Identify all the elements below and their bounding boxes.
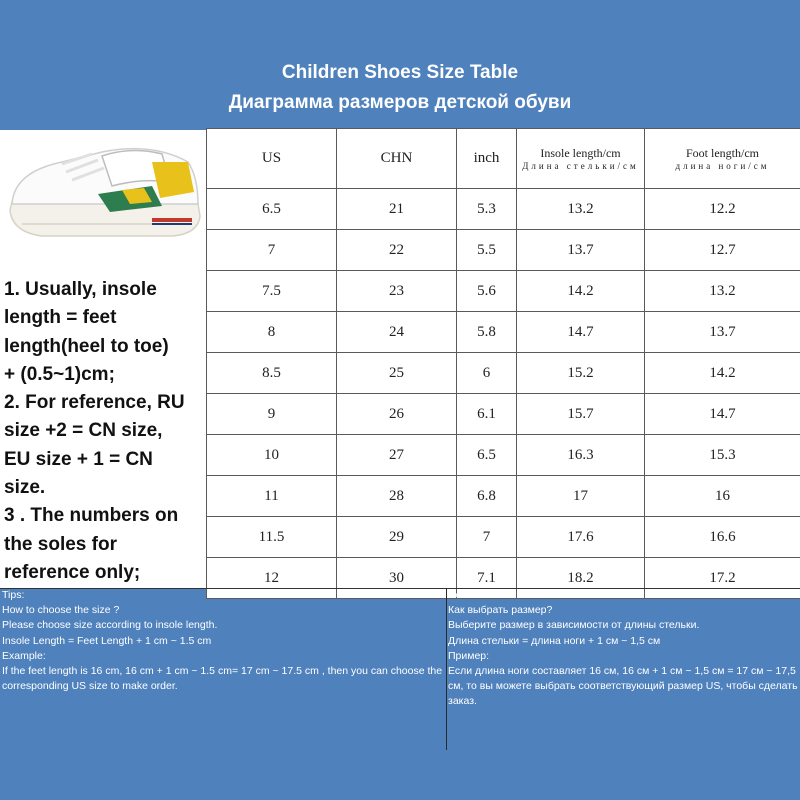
header bbox=[0, 0, 800, 128]
size-table bbox=[206, 128, 800, 599]
cell-us: 11 bbox=[207, 476, 337, 517]
cell-inch: 7 bbox=[457, 517, 517, 558]
note-line: 1. Usually, insole bbox=[4, 279, 157, 300]
cell-chn: 30 bbox=[337, 558, 457, 599]
table-row bbox=[207, 394, 800, 435]
cell-chn: 22 bbox=[337, 230, 457, 271]
tips-line: Please choose size according to insole length. bbox=[2, 619, 218, 632]
cell-insole: 15.2 bbox=[517, 353, 645, 394]
cell-foot: 16.6 bbox=[645, 517, 800, 558]
cell-insole: 17 bbox=[517, 476, 645, 517]
cell-insole: 14.7 bbox=[517, 312, 645, 353]
cell-chn: 28 bbox=[337, 476, 457, 517]
notes-list bbox=[4, 276, 204, 587]
cell-chn: 29 bbox=[337, 517, 457, 558]
header-chn: CHN bbox=[337, 129, 457, 189]
cell-foot: 15.3 bbox=[645, 435, 800, 476]
cell-foot: 16 bbox=[645, 476, 800, 517]
cell-foot: 17.2 bbox=[645, 558, 800, 599]
cell-inch: 6 bbox=[457, 353, 517, 394]
table-row bbox=[207, 517, 800, 558]
cell-us: 11.5 bbox=[207, 517, 337, 558]
note-line: size. bbox=[4, 477, 46, 499]
tips-line: Выберите размер в зависимости от длины стельки. bbox=[448, 619, 700, 632]
cell-inch: 6.1 bbox=[457, 394, 517, 435]
table-row bbox=[207, 312, 800, 353]
header-inch: inch bbox=[457, 129, 517, 189]
note-line: size +2 = CN size, bbox=[4, 420, 163, 442]
cell-inch: 6.5 bbox=[457, 435, 517, 476]
header-foot-en: Foot length/cm bbox=[686, 145, 759, 160]
cell-insole: 13.2 bbox=[517, 189, 645, 230]
table-row bbox=[207, 230, 800, 271]
header-foot bbox=[645, 129, 800, 189]
cell-us: 8.5 bbox=[207, 353, 337, 394]
tips-line: Как выбрать размер? bbox=[448, 604, 553, 617]
cell-foot: 14.2 bbox=[645, 353, 800, 394]
cell-inch: 5.5 bbox=[457, 230, 517, 271]
title-ru: Диаграмма размеров детской обуви bbox=[228, 92, 572, 113]
table-row bbox=[207, 435, 800, 476]
cell-insole: 17.6 bbox=[517, 517, 645, 558]
cell-inch: 5.3 bbox=[457, 189, 517, 230]
cell-insole: 16.3 bbox=[517, 435, 645, 476]
cell-insole: 13.7 bbox=[517, 230, 645, 271]
cell-us: 10 bbox=[207, 435, 337, 476]
cell-inch: 6.8 bbox=[457, 476, 517, 517]
tips-line: Example: bbox=[2, 649, 46, 662]
note-line: the soles for bbox=[4, 533, 117, 555]
cell-foot: 14.7 bbox=[645, 394, 800, 435]
tips-line: Insole Length = Feet Length + 1 cm ~ 1.5 cm bbox=[2, 634, 212, 647]
cell-inch: 5.8 bbox=[457, 312, 517, 353]
table-header-row bbox=[207, 129, 800, 189]
cell-insole: 18.2 bbox=[517, 558, 645, 599]
note-line: EU size + 1 = CN bbox=[4, 448, 153, 470]
note-line: reference only; bbox=[4, 561, 141, 583]
header-insole-ru: Длина стельки/см bbox=[522, 160, 639, 171]
cell-us: 12 bbox=[207, 558, 337, 599]
table-row bbox=[207, 189, 800, 230]
table-row bbox=[207, 271, 800, 312]
cell-chn: 23 bbox=[337, 271, 457, 312]
cell-insole: 14.2 bbox=[517, 271, 645, 312]
note-line: 3 . The numbers on bbox=[4, 505, 179, 527]
cell-chn: 27 bbox=[337, 435, 457, 476]
tips-line: If the feet length is 16 cm, 16 cm + 1 cm ~ 1.5 cm= 17 cm ~ 17.5 cm , then you can choose the corresponding US size to make order. bbox=[2, 665, 443, 693]
cell-us: 7 bbox=[207, 230, 337, 271]
header-foot-ru: длина ноги/см bbox=[675, 160, 770, 171]
tips-line: Пример: bbox=[448, 649, 490, 662]
header-us: US bbox=[207, 129, 337, 189]
table-row bbox=[207, 353, 800, 394]
cell-us: 6.5 bbox=[207, 189, 337, 230]
tips-line: Если длина ноги составляет 16 см, 16 см + 1 см ~ 1,5 см = 17 см ~ 17,5 см, то вы можете выбрать соответствующий размер US, чтобы сделать заказ. bbox=[448, 665, 798, 708]
cell-foot: 12.2 bbox=[645, 189, 800, 230]
tips-russian bbox=[448, 588, 798, 750]
cell-insole: 15.7 bbox=[517, 394, 645, 435]
cell-inch: 5.6 bbox=[457, 271, 517, 312]
header-insole bbox=[517, 129, 645, 189]
cell-us: 9 bbox=[207, 394, 337, 435]
note-line: length(heel to toe) bbox=[4, 335, 169, 357]
cell-us: 8 bbox=[207, 312, 337, 353]
tips-line: Длина стельки = длина ноги + 1 см ~ 1,5 см bbox=[448, 634, 661, 647]
cell-chn: 26 bbox=[337, 394, 457, 435]
note-line: length = feet bbox=[4, 307, 117, 329]
tips-line: Tips: bbox=[2, 589, 25, 601]
shoe-image bbox=[2, 132, 202, 252]
cell-chn: 25 bbox=[337, 353, 457, 394]
note-line: + (0.5~1)cm; bbox=[4, 363, 115, 385]
cell-foot: 13.7 bbox=[645, 312, 800, 353]
header-insole-en: Insole length/cm bbox=[540, 145, 621, 160]
note-line: 2. For reference, RU bbox=[4, 392, 185, 414]
title-en: Children Shoes Size Table bbox=[281, 62, 519, 83]
table-row bbox=[207, 476, 800, 517]
cell-foot: 13.2 bbox=[645, 271, 800, 312]
tips-english bbox=[0, 588, 447, 750]
cell-chn: 24 bbox=[337, 312, 457, 353]
cell-inch: 7.1 bbox=[457, 558, 517, 599]
cell-foot: 12.7 bbox=[645, 230, 800, 271]
tips-line: Советы: bbox=[448, 589, 488, 601]
cell-chn: 21 bbox=[337, 189, 457, 230]
cell-us: 7.5 bbox=[207, 271, 337, 312]
tips-line: How to choose the size ? bbox=[2, 604, 120, 617]
left-panel bbox=[0, 130, 206, 588]
